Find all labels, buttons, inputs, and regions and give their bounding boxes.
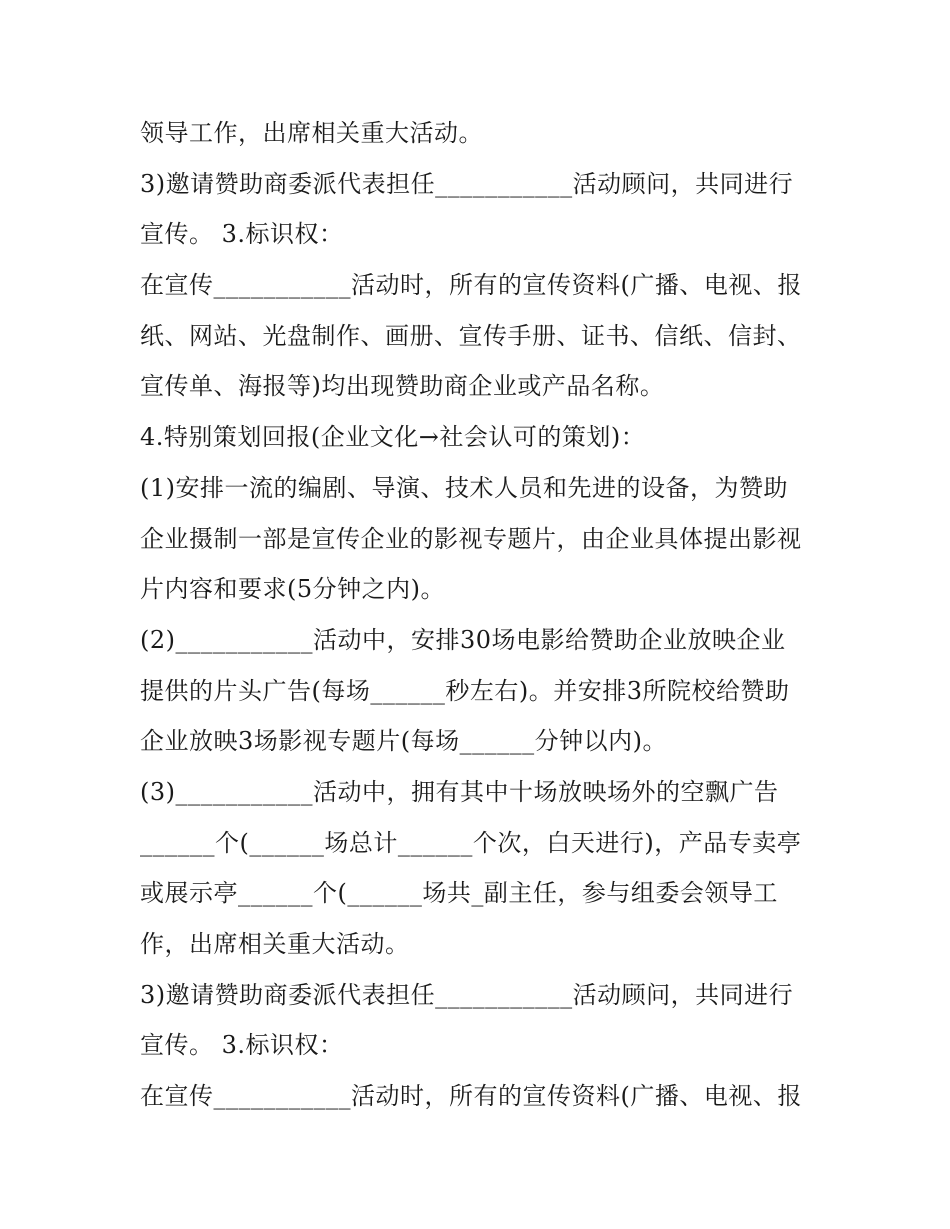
- text-line: (1)安排一流的编剧、导演、技术人员和先进的设备，为赞助: [140, 473, 788, 502]
- text-line: 企业放映3场影视专题片(每场______分钟以内)。: [140, 727, 667, 756]
- text-line: (3)___________活动中，拥有其中十场放映场外的空飘广告: [140, 777, 779, 806]
- text-line: 企业摄制一部是宣传企业的影视专题片，由企业具体提出影视: [140, 524, 802, 553]
- text-line: 宣传单、海报等)均出现赞助商企业或产品名称。: [140, 372, 665, 401]
- text-line: (2)___________活动中，安排30场电影给赞助企业放映企业: [140, 625, 786, 654]
- text-line: 提供的片头广告(每场______秒左右)。并安排3所院校给赞助: [140, 676, 790, 705]
- text-line: ______个(______场总计______个次，白天进行)，产品专卖亭: [140, 828, 802, 857]
- text-line: 宣传。 3.标识权：: [140, 220, 344, 249]
- document-body: [140, 108, 820, 1122]
- text-line: 领导工作，出席相关重大活动。: [140, 119, 483, 147]
- text-line: 4.特别策划回报(企业文化→社会认可的策划)：: [140, 423, 646, 452]
- text-line: 在宣传___________活动时，所有的宣传资料(广播、电视、报: [140, 1082, 802, 1111]
- text-line: 片内容和要求(5分钟之内)。: [140, 575, 445, 604]
- text-line: 纸、网站、光盘制作、画册、宣传手册、证书、信纸、信封、: [140, 321, 802, 350]
- text-line: 作，出席相关重大活动。: [140, 930, 410, 958]
- text-line: 3)邀请赞助商委派代表担任___________活动顾问，共同进行: [140, 169, 794, 198]
- text-line: 或展示亭______个(______场共_副主任，参与组委会领导工: [140, 879, 778, 908]
- text-line: 宣传。 3.标识权：: [140, 1031, 344, 1060]
- text-line: 3)邀请赞助商委派代表担任___________活动顾问，共同进行: [140, 980, 794, 1009]
- text-line: 在宣传___________活动时，所有的宣传资料(广播、电视、报: [140, 271, 802, 300]
